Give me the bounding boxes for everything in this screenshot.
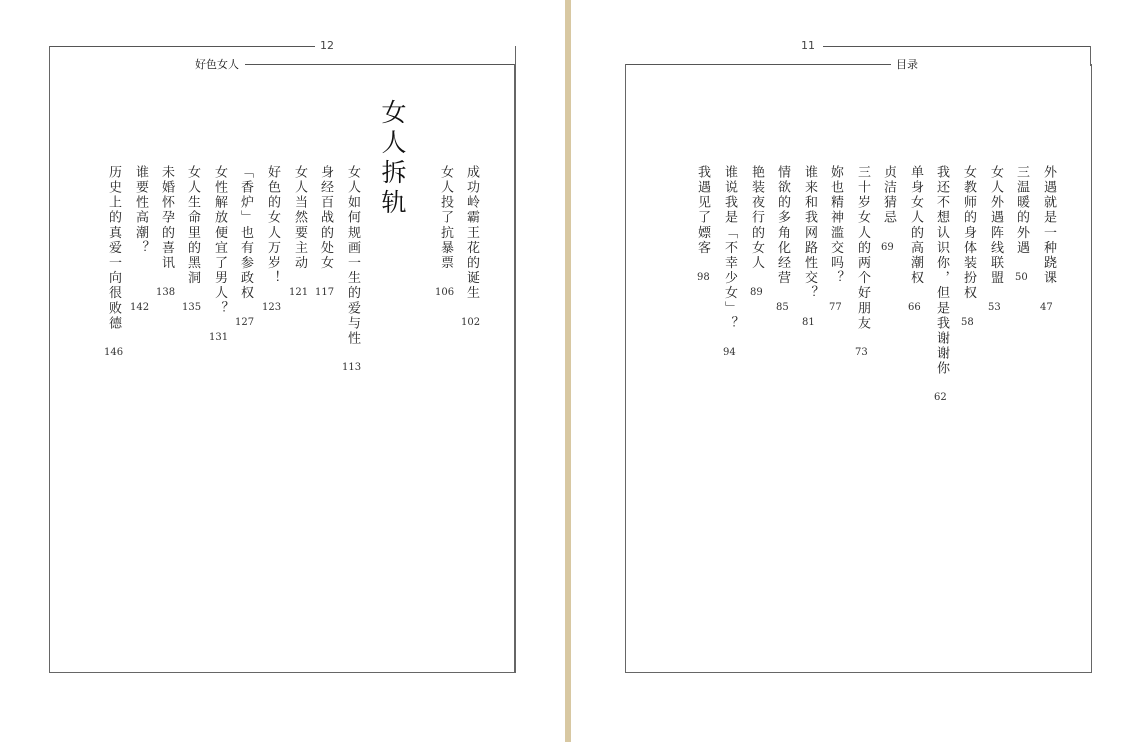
toc-entry-title: 妳也精神滥交吗？ [828, 165, 843, 286]
toc-entry-title: 女人当然要主动 [292, 165, 307, 271]
right-running-head: 目录 [896, 58, 918, 71]
toc-entry-page: 77 [829, 302, 842, 313]
toc-entry-title: 女性解放便宜了男人？ [212, 165, 227, 316]
toc-entry-title: 谁要性高潮？ [133, 165, 148, 256]
book-spine [565, 0, 571, 742]
toc-entry-title: 历史上的真爱一向很败德 [106, 165, 121, 332]
toc-entry-page: 142 [130, 302, 150, 313]
toc-entry-page: 131 [209, 332, 229, 343]
toc-entry-title: 情欲的多角化经营 [775, 165, 790, 286]
toc-entry-page: 146 [104, 347, 124, 358]
toc-entry-title: 谁说我是「不幸少女」？ [722, 165, 737, 332]
toc-entry-title: 三十岁女人的两个好朋友 [855, 165, 870, 332]
right-page-top-rule [823, 46, 1091, 47]
toc-entry-title: 女人投了抗暴票 [438, 165, 453, 271]
toc-entry-title: 单身女人的高潮权 [908, 165, 923, 286]
toc-entry-page: 106 [435, 287, 455, 298]
toc-entry-page: 81 [802, 317, 815, 328]
toc-entry-title: 女人生命里的黑洞 [185, 165, 200, 286]
toc-entry-title: 三温暖的外遇 [1014, 165, 1029, 256]
toc-entry-page: 66 [908, 302, 921, 313]
left-running-head: 好色女人 [195, 58, 239, 71]
toc-entry-page: 102 [461, 317, 481, 328]
toc-entry-title: 贞洁猜忌 [881, 165, 896, 226]
toc-entry-page: 117 [315, 287, 335, 298]
toc-entry-page: 121 [289, 287, 309, 298]
toc-entry-page: 73 [855, 347, 868, 358]
toc-entry-page: 98 [697, 272, 710, 283]
toc-entry-title: 好色的女人万岁！ [265, 165, 280, 286]
toc-entry-page: 94 [723, 347, 736, 358]
toc-entry-title: 身经百战的处女 [318, 165, 333, 271]
toc-entry-page: 89 [750, 287, 763, 298]
toc-entry-title: 我还不想认识你，但是我谢谢你 [934, 165, 949, 377]
left-page-frame-right [514, 64, 516, 673]
toc-entry-title: 艳装夜行的女人 [749, 165, 764, 271]
toc-entry-title: 女教师的身体装扮权 [961, 165, 976, 301]
left-page-number: 12 [320, 39, 334, 52]
toc-entry-page: 113 [342, 362, 362, 373]
toc-entry-title: 女人如何规画一生的爱与性 [345, 165, 360, 347]
toc-entry-page: 50 [1015, 272, 1028, 283]
toc-entry-title: 未婚怀孕的喜讯 [159, 165, 174, 271]
right-page-frame [625, 64, 1092, 673]
toc-entry-title: 成功岭霸王花的诞生 [464, 165, 479, 301]
section-title: 女人拆轨 [378, 99, 407, 219]
toc-entry-page: 123 [262, 302, 282, 313]
right-page-frame-right [1090, 46, 1092, 66]
toc-entry-page: 53 [988, 302, 1001, 313]
toc-entry-page: 62 [934, 392, 947, 403]
right-page-number: 11 [801, 39, 815, 52]
toc-entry-page: 58 [961, 317, 974, 328]
toc-entry-title: 女人外遇阵线联盟 [988, 165, 1003, 286]
toc-entry-title: 外遇就是一种跷课 [1041, 165, 1056, 286]
toc-entry-page: 127 [235, 317, 255, 328]
toc-entry-page: 138 [156, 287, 176, 298]
toc-entry-title: 「香炉」也有参政权 [238, 165, 253, 301]
toc-entry-page: 47 [1040, 302, 1053, 313]
toc-entry-page: 135 [182, 302, 202, 313]
toc-entry-page: 69 [881, 242, 894, 253]
left-page-frame [49, 46, 516, 673]
toc-entry-page: 85 [776, 302, 789, 313]
toc-entry-title: 谁来和我网路性交？ [802, 165, 817, 301]
toc-entry-title: 我遇见了嫖客 [695, 165, 710, 256]
